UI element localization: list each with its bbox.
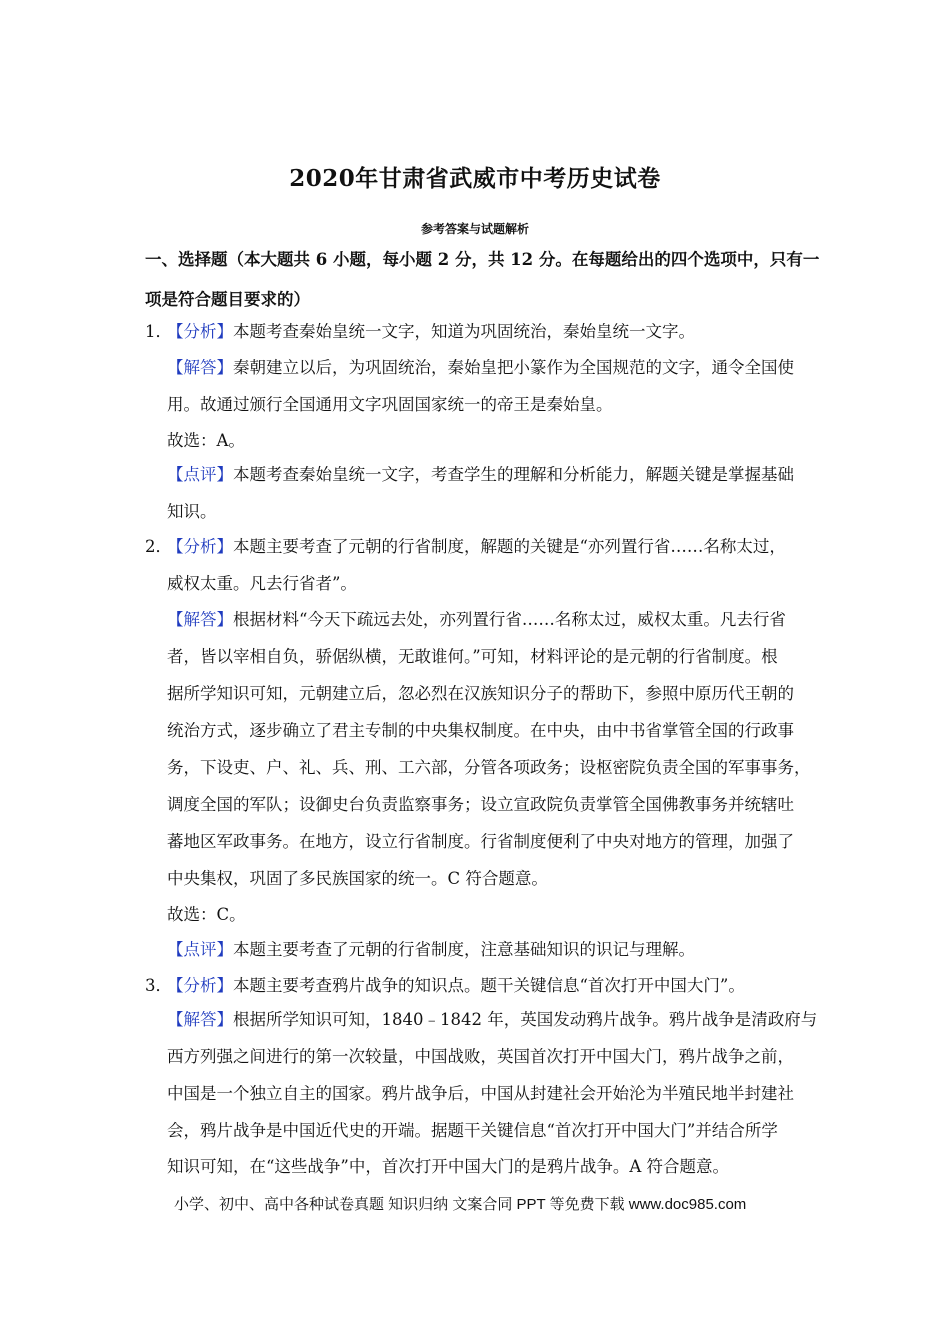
q2-answer [167, 608, 786, 632]
q1-answer [167, 356, 794, 380]
q3-answer-line2: 西方列强之间进行的第一次较量，中国战败，英国首次打开中国大门，鸦片战争之前， [167, 1047, 794, 1066]
section-heading-line2: 项是符合题目要求的） [145, 290, 310, 309]
q2-answer-text-1: 根据材料“今天下疏远去处，亦列置行省……名称太过，威权太重。凡去行省 [233, 610, 786, 629]
q1-answer-text-1: 秦朝建立以后，为巩固统治，秦始皇把小篆作为全国规范的文字，通令全国使 [233, 358, 794, 377]
q2-analysis-text-1: 本题主要考查了元朝的行省制度，解题的关键是“亦列置行省……名称太过， [233, 537, 786, 556]
q3-analysis-text: 本题主要考查鸦片战争的知识点。题干关键信息“首次打开中国大门”。 [233, 976, 745, 995]
analysis-tag: 【分析】 [167, 537, 233, 556]
answer-tag: 【解答】 [167, 358, 233, 377]
q2-choice: 故选：C。 [167, 905, 246, 924]
q2-answer-line6: 调度全国的军队；设御史台负责监察事务；设立宣政院负责掌管全国佛教事务并统辖吐 [167, 795, 794, 814]
q1-comment-line2: 知识。 [167, 502, 217, 521]
analysis-tag: 【分析】 [167, 322, 233, 341]
q1-comment-text-1: 本题考查秦始皇统一文字，考查学生的理解和分析能力，解题关键是掌握基础 [233, 465, 794, 484]
q3-answer-line3: 中国是一个独立自主的国家。鸦片战争后，中国从封建社会开始沦为半殖民地半封建社 [167, 1084, 794, 1103]
q3-answer-line5: 知识可知，在“这些战争”中，首次打开中国大门的是鸦片战争。A 符合题意。 [167, 1157, 730, 1176]
q2-answer-line3: 据所学知识可知，元朝建立后，忽必烈在汉族知识分子的帮助下，参照中原历代王朝的 [167, 684, 794, 703]
answer-tag: 【解答】 [167, 610, 233, 629]
q2-answer-line8: 中央集权，巩固了多民族国家的统一。C 符合题意。 [167, 869, 548, 888]
page-title: 2020年甘肃省武威市中考历史试卷 [289, 165, 661, 192]
q1-analysis-text: 本题考查秦始皇统一文字，知道为巩固统治，秦始皇统一文字。 [233, 322, 695, 341]
page-subtitle: 参考答案与试题解析 [420, 222, 529, 236]
q2-analysis [167, 535, 786, 559]
q3-analysis [167, 974, 745, 998]
comment-tag: 【点评】 [167, 465, 233, 484]
answer-tag: 【解答】 [167, 1010, 233, 1029]
q1-comment [167, 463, 794, 487]
q3-number: 3． [145, 976, 172, 995]
analysis-tag: 【分析】 [167, 976, 233, 995]
q1-choice: 故选：A。 [167, 431, 245, 450]
q1-number: 1． [145, 322, 172, 341]
section-heading-line1: 一、选择题（本大题共 6 小题，每小题 2 分，共 12 分。在每题给出的四个选项中，只有一 [145, 250, 820, 269]
comment-tag: 【点评】 [167, 940, 233, 959]
q1-analysis [167, 320, 695, 344]
q3-answer [167, 1008, 817, 1032]
q3-answer-line4: 会，鸦片战争是中国近代史的开端。据题干关键信息“首次打开中国大门”并结合所学 [167, 1121, 778, 1140]
q2-answer-line5: 务，下设吏、户、礼、兵、刑、工六部，分管各项政务；设枢密院负责全国的军事事务， [167, 758, 811, 777]
q2-analysis-line2: 威权太重。凡去行省者”。 [167, 574, 357, 593]
q2-answer-line7: 蕃地区军政事务。在地方，设立行省制度。行省制度便利了中央对地方的管理，加强了 [167, 832, 794, 851]
section-heading [145, 240, 825, 320]
q2-answer-line4: 统治方式，逐步确立了君主专制的中央集权制度。在中央，由中书省掌管全国的行政事 [167, 721, 794, 740]
q2-comment [167, 938, 695, 962]
footer-text: 小学、初中、高中各种试卷真题 知识归纳 文案合同 PPT 等免费下载 www.doc985.com [174, 1196, 747, 1213]
q2-answer-line2: 者，皆以宰相自负，骄倨纵横，无敢谁何。”可知，材料评论的是元朝的行省制度。根 [167, 647, 778, 666]
q2-number: 2． [145, 537, 172, 556]
q2-comment-text: 本题主要考查了元朝的行省制度，注意基础知识的识记与理解。 [233, 940, 695, 959]
q3-answer-text-1: 根据所学知识可知，1840﹣1842 年，英国发动鸦片战争。鸦片战争是清政府与 [233, 1010, 818, 1029]
q1-answer-line2: 用。故通过颁行全国通用文字巩固国家统一的帝王是秦始皇。 [167, 395, 613, 414]
